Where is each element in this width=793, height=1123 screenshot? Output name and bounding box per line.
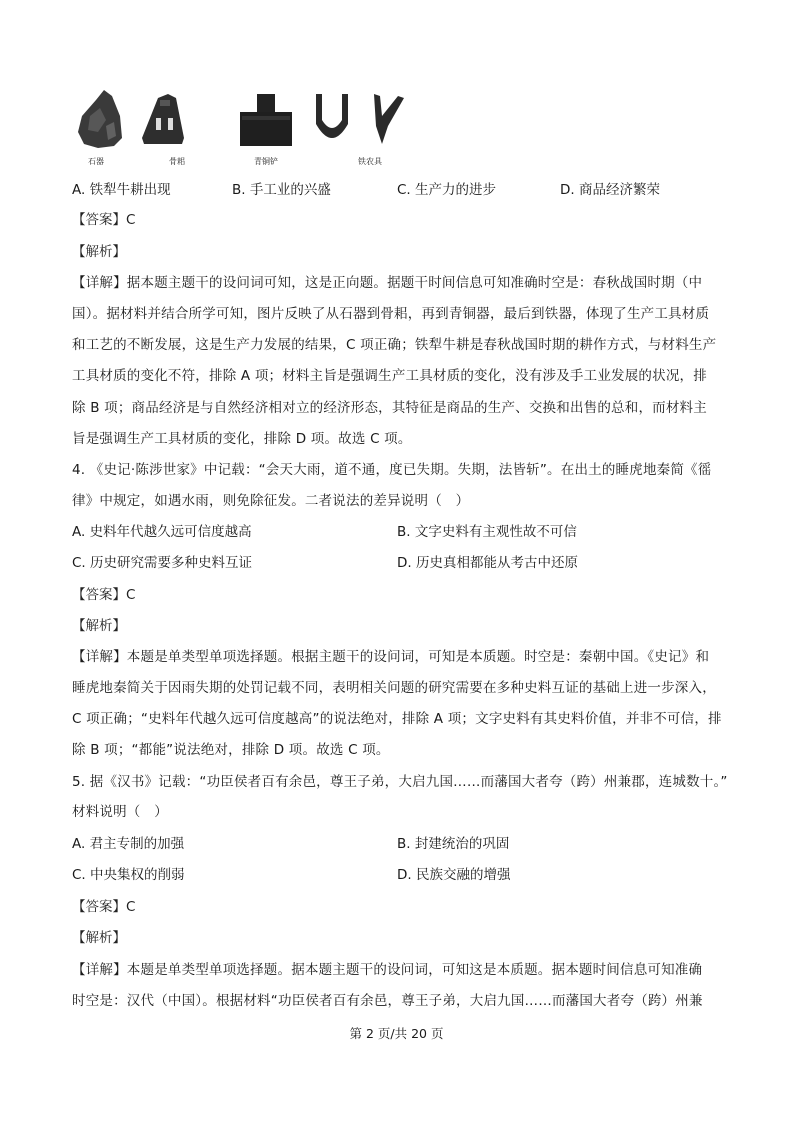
q4-stem-line: 4. 《史记·陈涉世家》中记载：“会天大雨，道不通，度已失期。失期，法皆斩”。在出土的睡虎地秦简《徭 — [72, 462, 712, 478]
stone-tool-image — [78, 90, 122, 148]
q4-detail-line: C 项正确；“史料年代越久远可信度越高”的说法绝对，排除 A 项；文字史料有其史料价值，并非不可信，排 — [72, 711, 722, 727]
page-footer: 第 2 页/共 20 页 — [349, 1026, 444, 1041]
q3-detail-line: 旨是强调生产工具材质的变化，排除 D 项。故选 C 项。 — [72, 431, 412, 447]
bone-spade-image — [142, 94, 184, 144]
q5-stem-line: 5. 据《汉书》记载：“功臣侯者百有余邑，尊王子弟，大启九国……而藩国大者夸（跨）州兼郡，连城数十。” — [72, 774, 728, 790]
q5-option-b: B. 封建统治的巩固 — [397, 836, 510, 852]
q5-answer: 【答案】C — [72, 899, 136, 915]
q3-detail-line: 和工艺的不断发展，这是生产力发展的结果，C 项正确；铁犁牛耕是春秋战国时期的耕作方式，与材料生产 — [72, 337, 717, 353]
iron-tools-image — [316, 94, 404, 144]
q4-option-b: B. 文字史料有主观性故不可信 — [397, 524, 577, 540]
bronze-shovel-image — [240, 94, 292, 146]
caption-bone: 骨耜 — [169, 157, 185, 166]
q3-detail-line: 工具材质的变化不符，排除 A 项；材料主旨是强调生产工具材质的变化，没有涉及手工业发展的状况，排 — [72, 368, 707, 384]
q3-detail-line: 【详解】据本题主题干的设问词可知，这是正向题。据题干时间信息可知准确时空是：春秋战国时期（中 — [72, 275, 703, 291]
q4-option-a: A. 史料年代越久远可信度越高 — [72, 524, 252, 540]
q4-option-d: D. 历史真相都能从考古中还原 — [397, 555, 578, 571]
q4-analysis-tag: 【解析】 — [72, 618, 126, 634]
q4-detail-line: 【详解】本题是单类型单项选择题。根据主题干的设问词，可知是本质题。时空是：秦朝中国。《史记》和 — [72, 649, 710, 665]
q3-detail-line: 国）。据材料并结合所学可知，图片反映了从石器到骨耜，再到青铜器，最后到铁器，体现了生产工具材质 — [72, 306, 710, 322]
q4-option-c: C. 历史研究需要多种史料互证 — [72, 555, 253, 571]
q3-detail-line: 除 B 项；商品经济是与自然经济相对立的经济形态，其特征是商品的生产、交换和出售的总和，而材料主 — [72, 400, 707, 416]
q5-stem-line: 材料说明（ ） — [72, 804, 168, 820]
caption-bronze: 青铜铲 — [254, 157, 278, 166]
q3-option-d: D. 商品经济繁荣 — [560, 182, 660, 198]
q5-detail-line: 时空是：汉代（中国）。根据材料“功臣侯者百有余邑，尊王子弟，大启九国……而藩国大者夸（跨）州兼 — [72, 993, 703, 1009]
q4-detail-line: 除 B 项；“都能”说法绝对，排除 D 项。故选 C 项。 — [72, 742, 390, 758]
q5-option-d: D. 民族交融的增强 — [397, 867, 511, 883]
q3-option-b: B. 手工业的兴盛 — [232, 182, 331, 198]
q5-option-c: C. 中央集权的削弱 — [72, 867, 185, 883]
q5-detail-line: 【详解】本题是单类型单项选择题。据本题主题干的设问词，可知这是本质题。据本题时间信息可知准确 — [72, 962, 703, 978]
q3-option-c: C. 生产力的进步 — [397, 182, 497, 198]
q3-answer: 【答案】C — [72, 212, 136, 228]
caption-iron: 铁农具 — [358, 157, 382, 166]
q3-option-a: A. 铁犁牛耕出现 — [72, 182, 171, 198]
q4-detail-line: 睡虎地秦简关于因雨失期的处罚记载不同，表明相关问题的研究需要在多种史料互证的基础上进一步深入， — [72, 680, 716, 696]
q5-option-a: A. 君主专制的加强 — [72, 836, 185, 852]
q4-stem-line: 律》中规定，如遇水雨，则免除征发。二者说法的差异说明（ ） — [72, 493, 470, 509]
q4-answer: 【答案】C — [72, 587, 136, 603]
tools-figure — [76, 86, 421, 168]
q3-analysis-tag: 【解析】 — [72, 244, 126, 260]
caption-stone: 石器 — [88, 157, 104, 166]
q5-analysis-tag: 【解析】 — [72, 930, 126, 946]
